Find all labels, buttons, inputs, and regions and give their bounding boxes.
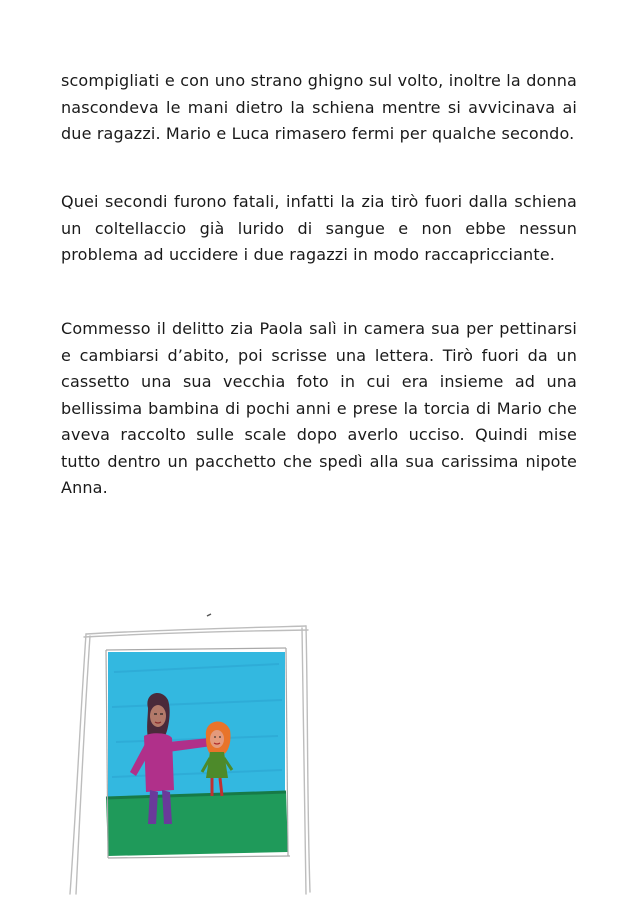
sky [108,652,285,800]
pencil-mark [207,614,211,616]
paragraph-1: scompigliati e con uno strano ghigno sul volto, inoltre la donna nascondeva le mani dietro la schiena mentre si avvicinava ai due ragazzi. Mario e Luca rimasero fermi per qualche secondo. [61,71,577,143]
grass [106,792,288,856]
child-drawing-illustration [64,612,324,897]
paragraph-2: Quei secondi furono fatali, infatti la zia tirò fuori dalla schiena un coltellaccio già lurido di sangue e non ebbe nessun problema ad uccidere i due ragazzi in modo raccapricciante. [61,192,577,264]
paragraph-3: Commesso il delitto zia Paola salì in camera sua per pettinarsi e cambiarsi d’abito, poi scrisse una lettera. Tirò fuori da un cassetto una sua vecchia foto in cui era insieme ad una bellissima bambina di pochi anni e prese la torcia di Mario che aveva raccolto sulle scale dopo averlo ucciso. Quindi mise tutto dentro un pacchetto che spedì alla sua carissima nipote Anna. [61,319,577,497]
